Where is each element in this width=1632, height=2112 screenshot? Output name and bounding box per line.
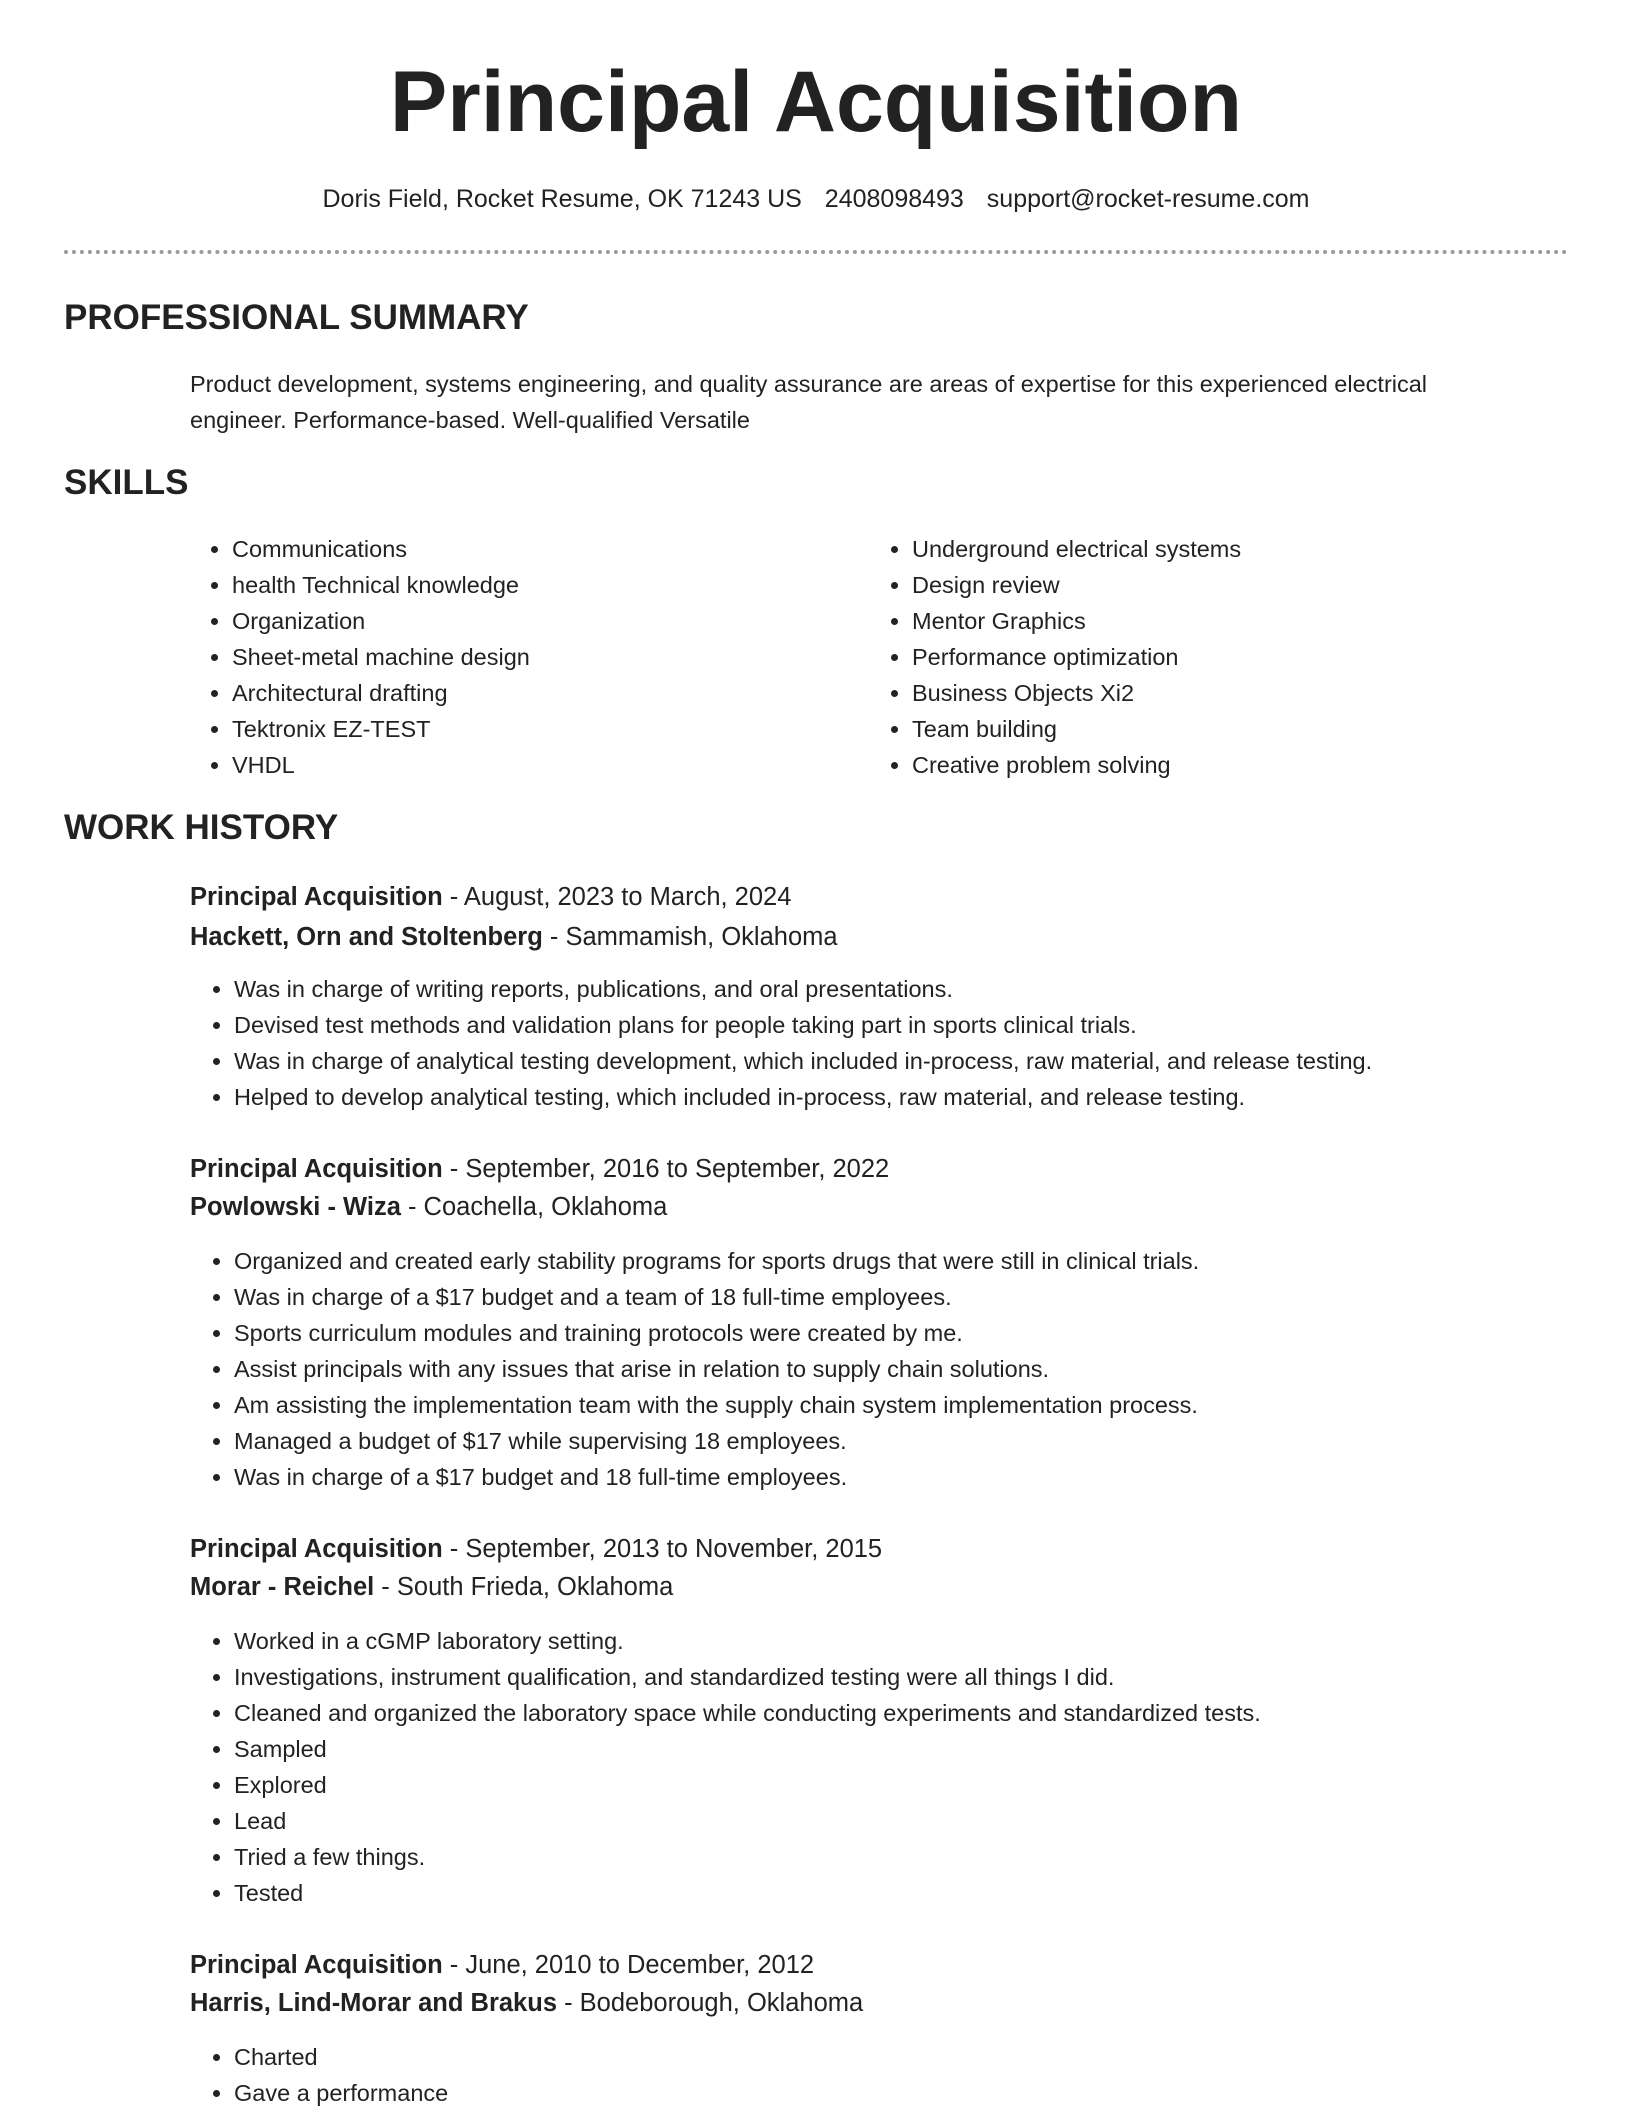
job-company: Harris, Lind-Morar and Brakus bbox=[190, 1989, 557, 2017]
job-bullet: • Sports curriculum modules and training protocols were created by me. bbox=[234, 1315, 1530, 1351]
job-bullet: • Helped to develop analytical testing, which included in-process, raw material, and release testing. bbox=[234, 1079, 1530, 1115]
job-bullet: • Assist principals with any issues that arise in relation to supply chain solutions. bbox=[234, 1351, 1530, 1387]
skill-item: • Tektronix EZ-TEST bbox=[232, 711, 828, 747]
job-title: Principal Acquisition bbox=[190, 883, 443, 911]
summary-heading: PROFESSIONAL SUMMARY bbox=[64, 298, 529, 337]
job-bullet: • Tested bbox=[234, 1875, 1530, 1911]
skill-item: • health Technical knowledge bbox=[232, 567, 828, 603]
skill-item: • Underground electrical systems bbox=[912, 531, 1528, 567]
contact-line bbox=[0, 182, 1632, 216]
skill-item: • Design review bbox=[912, 567, 1528, 603]
job-bullet: • Organized and created early stability programs for sports drugs that were still in clinical trials. bbox=[234, 1243, 1530, 1279]
skill-item: • Organization bbox=[232, 603, 828, 639]
skill-item: • Communications bbox=[232, 531, 828, 567]
job-company-line bbox=[190, 1568, 673, 1606]
job-title: Principal Acquisition bbox=[190, 1535, 443, 1563]
skill-item: • Team building bbox=[912, 711, 1528, 747]
skills-left-column bbox=[188, 531, 828, 783]
skills-right-column bbox=[868, 531, 1528, 783]
job-location: - South Frieda, Oklahoma bbox=[374, 1573, 674, 1601]
job-bullet: • Was in charge of writing reports, publications, and oral presentations. bbox=[234, 971, 1530, 1007]
contact-address: Doris Field, Rocket Resume, OK 71243 US bbox=[322, 185, 802, 213]
job-bullet: • Sampled bbox=[234, 1731, 1530, 1767]
job-bullet: • Devised test methods and validation plans for people taking part in sports clinical trials. bbox=[234, 1007, 1530, 1043]
skills-heading: SKILLS bbox=[64, 463, 189, 502]
skill-item: • Performance optimization bbox=[912, 639, 1528, 675]
job-bullet: • Managed a budget of $17 while supervising 18 employees. bbox=[234, 1423, 1530, 1459]
job-bullet: • Lead bbox=[234, 1803, 1530, 1839]
contact-email: support@rocket-resume.com bbox=[986, 185, 1310, 213]
job-company: Hackett, Orn and Stoltenberg bbox=[190, 923, 543, 951]
job-title: Principal Acquisition bbox=[190, 1155, 443, 1183]
job-company-line bbox=[190, 1984, 863, 2022]
summary-text: Product development, systems engineering, and quality assurance are areas of expertise for this experienced electrical engineer. Performance-based. Well-qualified Versatile bbox=[190, 371, 1428, 433]
job-bullets bbox=[190, 1623, 1530, 1911]
job-company: Powlowski - Wiza bbox=[190, 1193, 401, 1221]
job-bullet: • Was in charge of a $17 budget and a team of 18 full-time employees. bbox=[234, 1279, 1530, 1315]
job-bullet: • Tried a few things. bbox=[234, 1839, 1530, 1875]
job-bullets bbox=[190, 2039, 1530, 2111]
job-bullet: • Charted bbox=[234, 2039, 1530, 2075]
job-bullet: • Was in charge of analytical testing development, which included in-process, raw material, and release testing. bbox=[234, 1043, 1530, 1079]
job-dates: - September, 2016 to September, 2022 bbox=[442, 1155, 890, 1183]
job-dates: - September, 2013 to November, 2015 bbox=[442, 1535, 883, 1563]
skill-item: • Mentor Graphics bbox=[912, 603, 1528, 639]
skill-item: • Business Objects Xi2 bbox=[912, 675, 1528, 711]
job-title: Principal Acquisition bbox=[190, 1951, 443, 1979]
job-company-line bbox=[190, 918, 838, 956]
job-company-line bbox=[190, 1188, 667, 1226]
job-bullet: • Am assisting the implementation team with the supply chain system implementation process. bbox=[234, 1387, 1530, 1423]
job-title-line bbox=[190, 1150, 889, 1188]
job-dates: - June, 2010 to December, 2012 bbox=[442, 1951, 815, 1979]
job-bullets bbox=[190, 971, 1530, 1115]
job-location: - Sammamish, Oklahoma bbox=[542, 923, 838, 951]
job-title-line bbox=[190, 1946, 814, 1984]
job-bullet: • Investigations, instrument qualification, and standardized testing were all things I did. bbox=[234, 1659, 1530, 1695]
work-history-heading: WORK HISTORY bbox=[64, 808, 339, 847]
skill-item: • Creative problem solving bbox=[912, 747, 1528, 783]
job-bullet: • Worked in a cGMP laboratory setting. bbox=[234, 1623, 1530, 1659]
job-bullet: • Cleaned and organized the laboratory space while conducting experiments and standardized tests. bbox=[234, 1695, 1530, 1731]
job-location: - Bodeborough, Oklahoma bbox=[557, 1989, 864, 2017]
job-bullets bbox=[190, 1243, 1530, 1495]
header-divider bbox=[64, 250, 1568, 254]
contact-phone: 2408098493 bbox=[824, 185, 964, 213]
job-bullet: • Gave a performance bbox=[234, 2075, 1530, 2111]
skill-item: • Sheet-metal machine design bbox=[232, 639, 828, 675]
skill-item: • VHDL bbox=[232, 747, 828, 783]
job-title-line bbox=[190, 1530, 882, 1568]
job-location: - Coachella, Oklahoma bbox=[400, 1193, 668, 1221]
job-bullet: • Was in charge of a $17 budget and 18 full-time employees. bbox=[234, 1459, 1530, 1495]
job-dates: - August, 2023 to March, 2024 bbox=[442, 883, 792, 911]
job-bullet: • Explored bbox=[234, 1767, 1530, 1803]
skill-item: • Architectural drafting bbox=[232, 675, 828, 711]
resume-name-title: Principal Acquisition bbox=[389, 54, 1243, 150]
job-title-line bbox=[190, 878, 791, 916]
job-company: Morar - Reichel bbox=[190, 1573, 375, 1601]
